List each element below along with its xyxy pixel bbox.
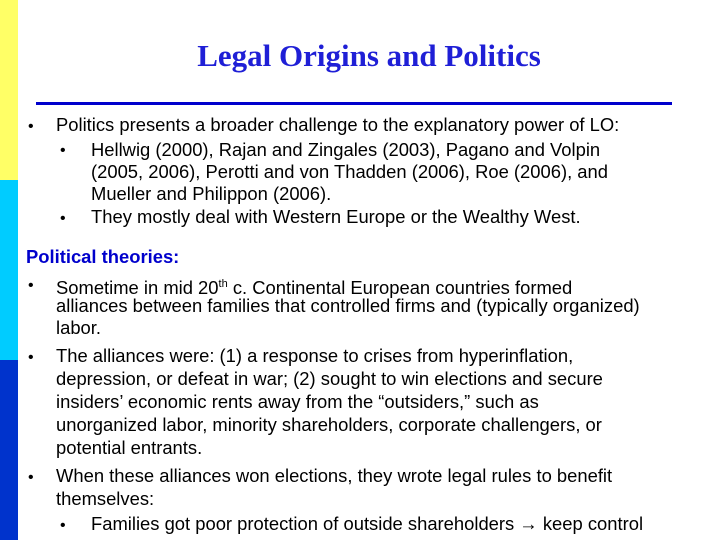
superscript-th: th — [218, 278, 228, 290]
section1-sub2-text: They mostly deal with Western Europe or the Wealthy West. — [91, 206, 581, 227]
item2-line-5: potential entrants. — [56, 437, 203, 458]
item1-line-1: Sometime in mid 20th c. Continental European countries formed — [56, 277, 573, 299]
section1-sub1-line-1: Hellwig (2000), Rajan and Zingales (2003), Pagano and Volpin — [91, 139, 601, 160]
bullet-icon: • — [28, 277, 34, 294]
bullet-icon: • — [28, 469, 34, 486]
section1-main-text: Politics presents a broader challenge to the explanatory power of LO: — [56, 114, 620, 135]
side-bar-yellow — [0, 0, 18, 180]
section1-sub1-line-2: (2005, 2006), Perotti and von Thadden (2006), Roe (2006), and — [91, 161, 608, 182]
bullet-icon: • — [28, 118, 34, 135]
item1-line-2: alliances between families that controlled firms and (typically organized) — [56, 295, 640, 316]
item3-sub-line: Families got poor protection of outside shareholders → keep control — [91, 513, 644, 534]
item2-line-3: insiders’ economic rents away from the “outsiders,” such as — [56, 391, 539, 412]
bullet-icon: • — [60, 517, 66, 534]
title-underline — [36, 102, 672, 105]
item2-line-1: The alliances were: (1) a response to crises from hyperinflation, — [56, 345, 574, 366]
item1-line-3: labor. — [56, 317, 101, 338]
political-theories-heading: Political theories: — [26, 246, 180, 267]
item2-line-4: unorganized labor, minority shareholders, corporate challengers, or — [56, 414, 602, 435]
item3-line-1: When these alliances won elections, they wrote legal rules to benefit — [56, 465, 613, 486]
bullet-icon: • — [60, 142, 66, 159]
bullet-icon: • — [28, 349, 34, 366]
slide-title: Legal Origins and Politics — [197, 38, 541, 73]
side-bar-blue — [0, 360, 18, 540]
section1-sub1-line-3: Mueller and Philippon (2006). — [91, 183, 332, 204]
item2-line-2: depression, or defeat in war; (2) sought to win elections and secure — [56, 368, 603, 389]
bullet-icon: • — [60, 210, 66, 227]
side-bar-cyan — [0, 180, 18, 360]
item3-line-2: themselves: — [56, 488, 155, 509]
right-arrow-icon: → — [519, 513, 538, 534]
